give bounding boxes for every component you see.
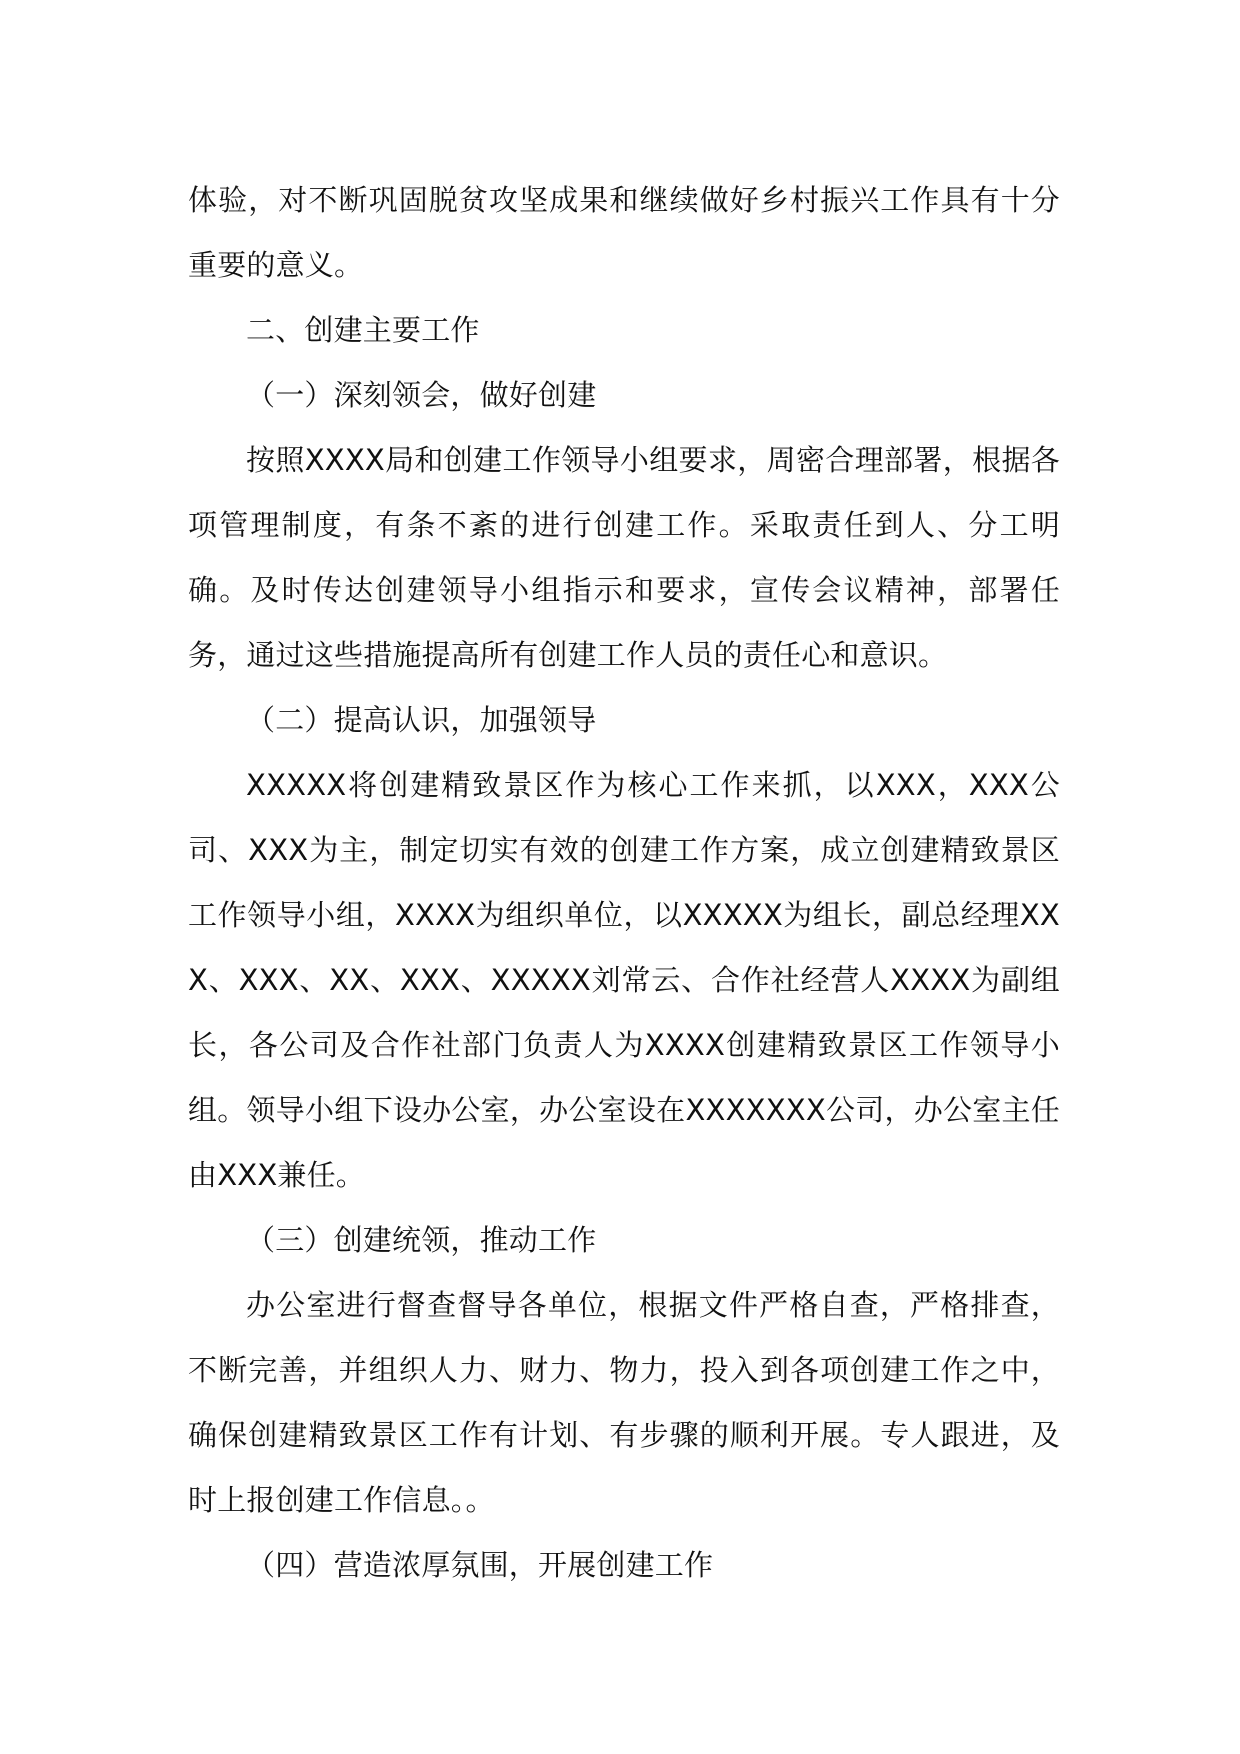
document-body: [188, 168, 1060, 1598]
subheading-4: （四）营造浓厚氛围，开展创建工作: [246, 1548, 714, 1582]
paragraph-1: 按照XXXX局和创建工作领导小组要求，周密合理部署，根据各项管理制度，有条不紊的进行创建工作。采取责任到人、分工明确。及时传达创建领导小组指示和要求，宣传会议精神，部署任务，通过这些措施提高所有创建工作人员的责任心和意识。: [188, 443, 1060, 672]
section-heading-main-work: 二、创建主要工作: [246, 313, 480, 347]
paragraph-2: XXXXX将创建精致景区作为核心工作来抓，以XXX，XXX公司、XXX为主，制定切实有效的创建工作方案，成立创建精致景区工作领导小组，XXXX为组织单位，以XXXXX为组长，副总经理XXX、XXX、XX、XXX、XXXXX刘常云、合作社经营人XXXX为副组长，各公司及合作社部门负责人为XXXX创建精致景区工作领导小组。领导小组下设办公室，办公室设在XXXXXXX公司，办公室主任由XXX兼任。: [188, 768, 1060, 1192]
paragraph-continuation: 体验，对不断巩固脱贫攻坚成果和继续做好乡村振兴工作具有十分重要的意义。: [188, 183, 1060, 282]
subheading-3: （三）创建统领，推动工作: [246, 1223, 597, 1257]
paragraph-3: 办公室进行督查督导各单位，根据文件严格自查，严格排查，不断完善，并组织人力、财力、物力，投入到各项创建工作之中，确保创建精致景区工作有计划、有步骤的顺利开展。专人跟进，及时上报创建工作信息。。: [188, 1288, 1060, 1517]
subheading-1: （一）深刻领会，做好创建: [246, 378, 597, 412]
subheading-2: （二）提高认识，加强领导: [246, 703, 597, 737]
